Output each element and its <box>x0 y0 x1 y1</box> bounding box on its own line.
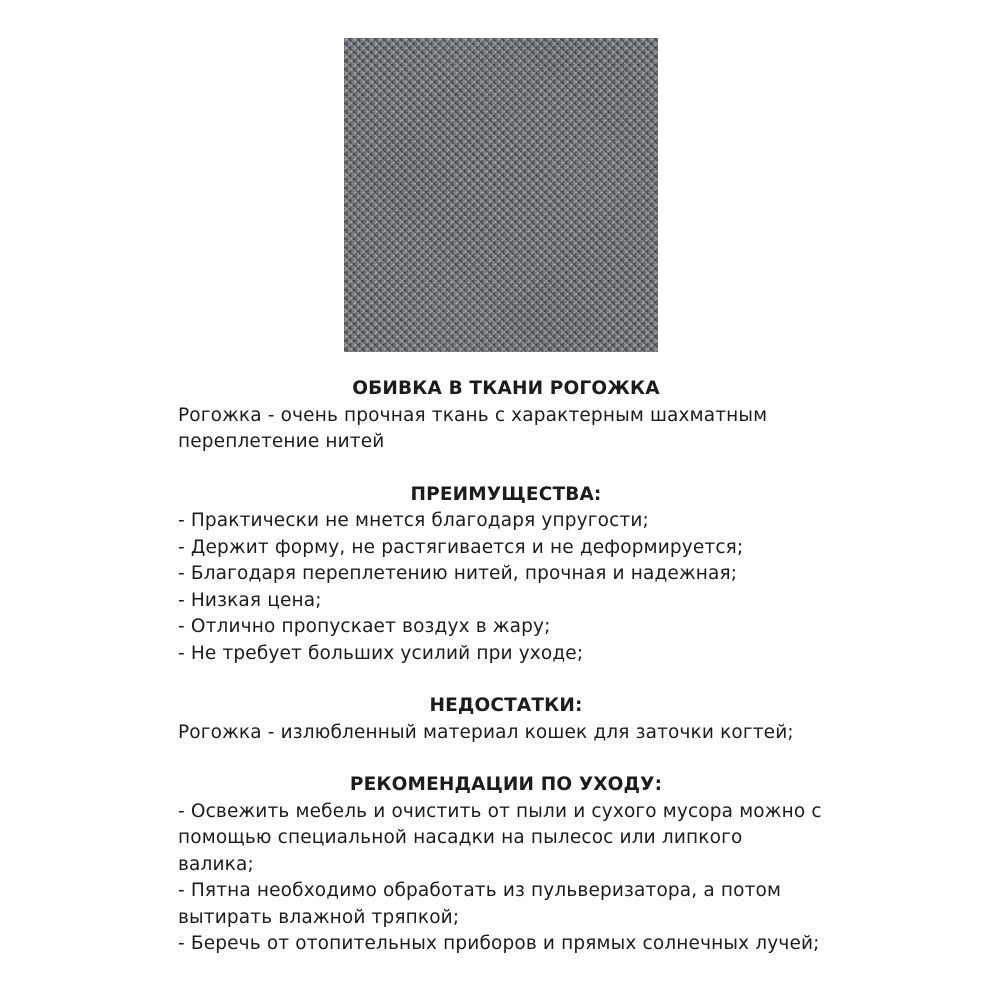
care-title: РЕКОМЕНДАЦИИ ПО УХОДУ: <box>349 774 663 795</box>
spacer <box>178 667 858 693</box>
spacer <box>178 456 858 482</box>
care-text-line: валика; <box>178 853 254 875</box>
advantage-item: - Держит форму, не растягивается и не деформируется; <box>178 536 744 558</box>
care-text-line: - Беречь от отопительных приборов и прямых солнечных лучей; <box>178 933 820 954</box>
advantages-title: ПРЕИМУЩЕСТВА: <box>410 483 602 505</box>
fabric-swatch-image <box>344 38 658 352</box>
advantage-item: - Низкая цена; <box>178 589 322 611</box>
upholstery-text-line: Рогожка - очень прочная ткань с характерным шахматным <box>178 404 768 426</box>
description-text <box>178 376 858 958</box>
spacer <box>178 746 858 772</box>
care-text-line: помощью специальной насадки на пылесос или липкого <box>178 827 743 848</box>
advantage-item: - Благодаря переплетению нитей, прочная и надежная; <box>178 563 738 584</box>
upholstery-text-line: переплетение нитей <box>178 431 385 452</box>
advantage-item: - Практически не мнется благодаря упругости; <box>178 510 649 531</box>
disadvantage-text-line: Рогожка - излюбленный материал кошек для заточки когтей; <box>178 721 794 743</box>
advantage-item: - Отлично пропускает воздух в жару; <box>178 616 551 637</box>
advantage-item: - Не требует больших усилий при уходе; <box>178 642 584 664</box>
disadvantages-title: НЕДОСТАТКИ: <box>429 695 583 716</box>
upholstery-title: ОБИВКА В ТКАНИ РОГОЖКА <box>352 378 660 399</box>
care-text-line: - Освежить мебель и очистить от пыли и сухого мусора можно с <box>178 800 822 822</box>
care-text-line: - Пятна необходимо обработать из пульверизатора, а потом <box>178 880 782 901</box>
care-text-line: вытирать влажной тряпкой; <box>178 906 460 928</box>
